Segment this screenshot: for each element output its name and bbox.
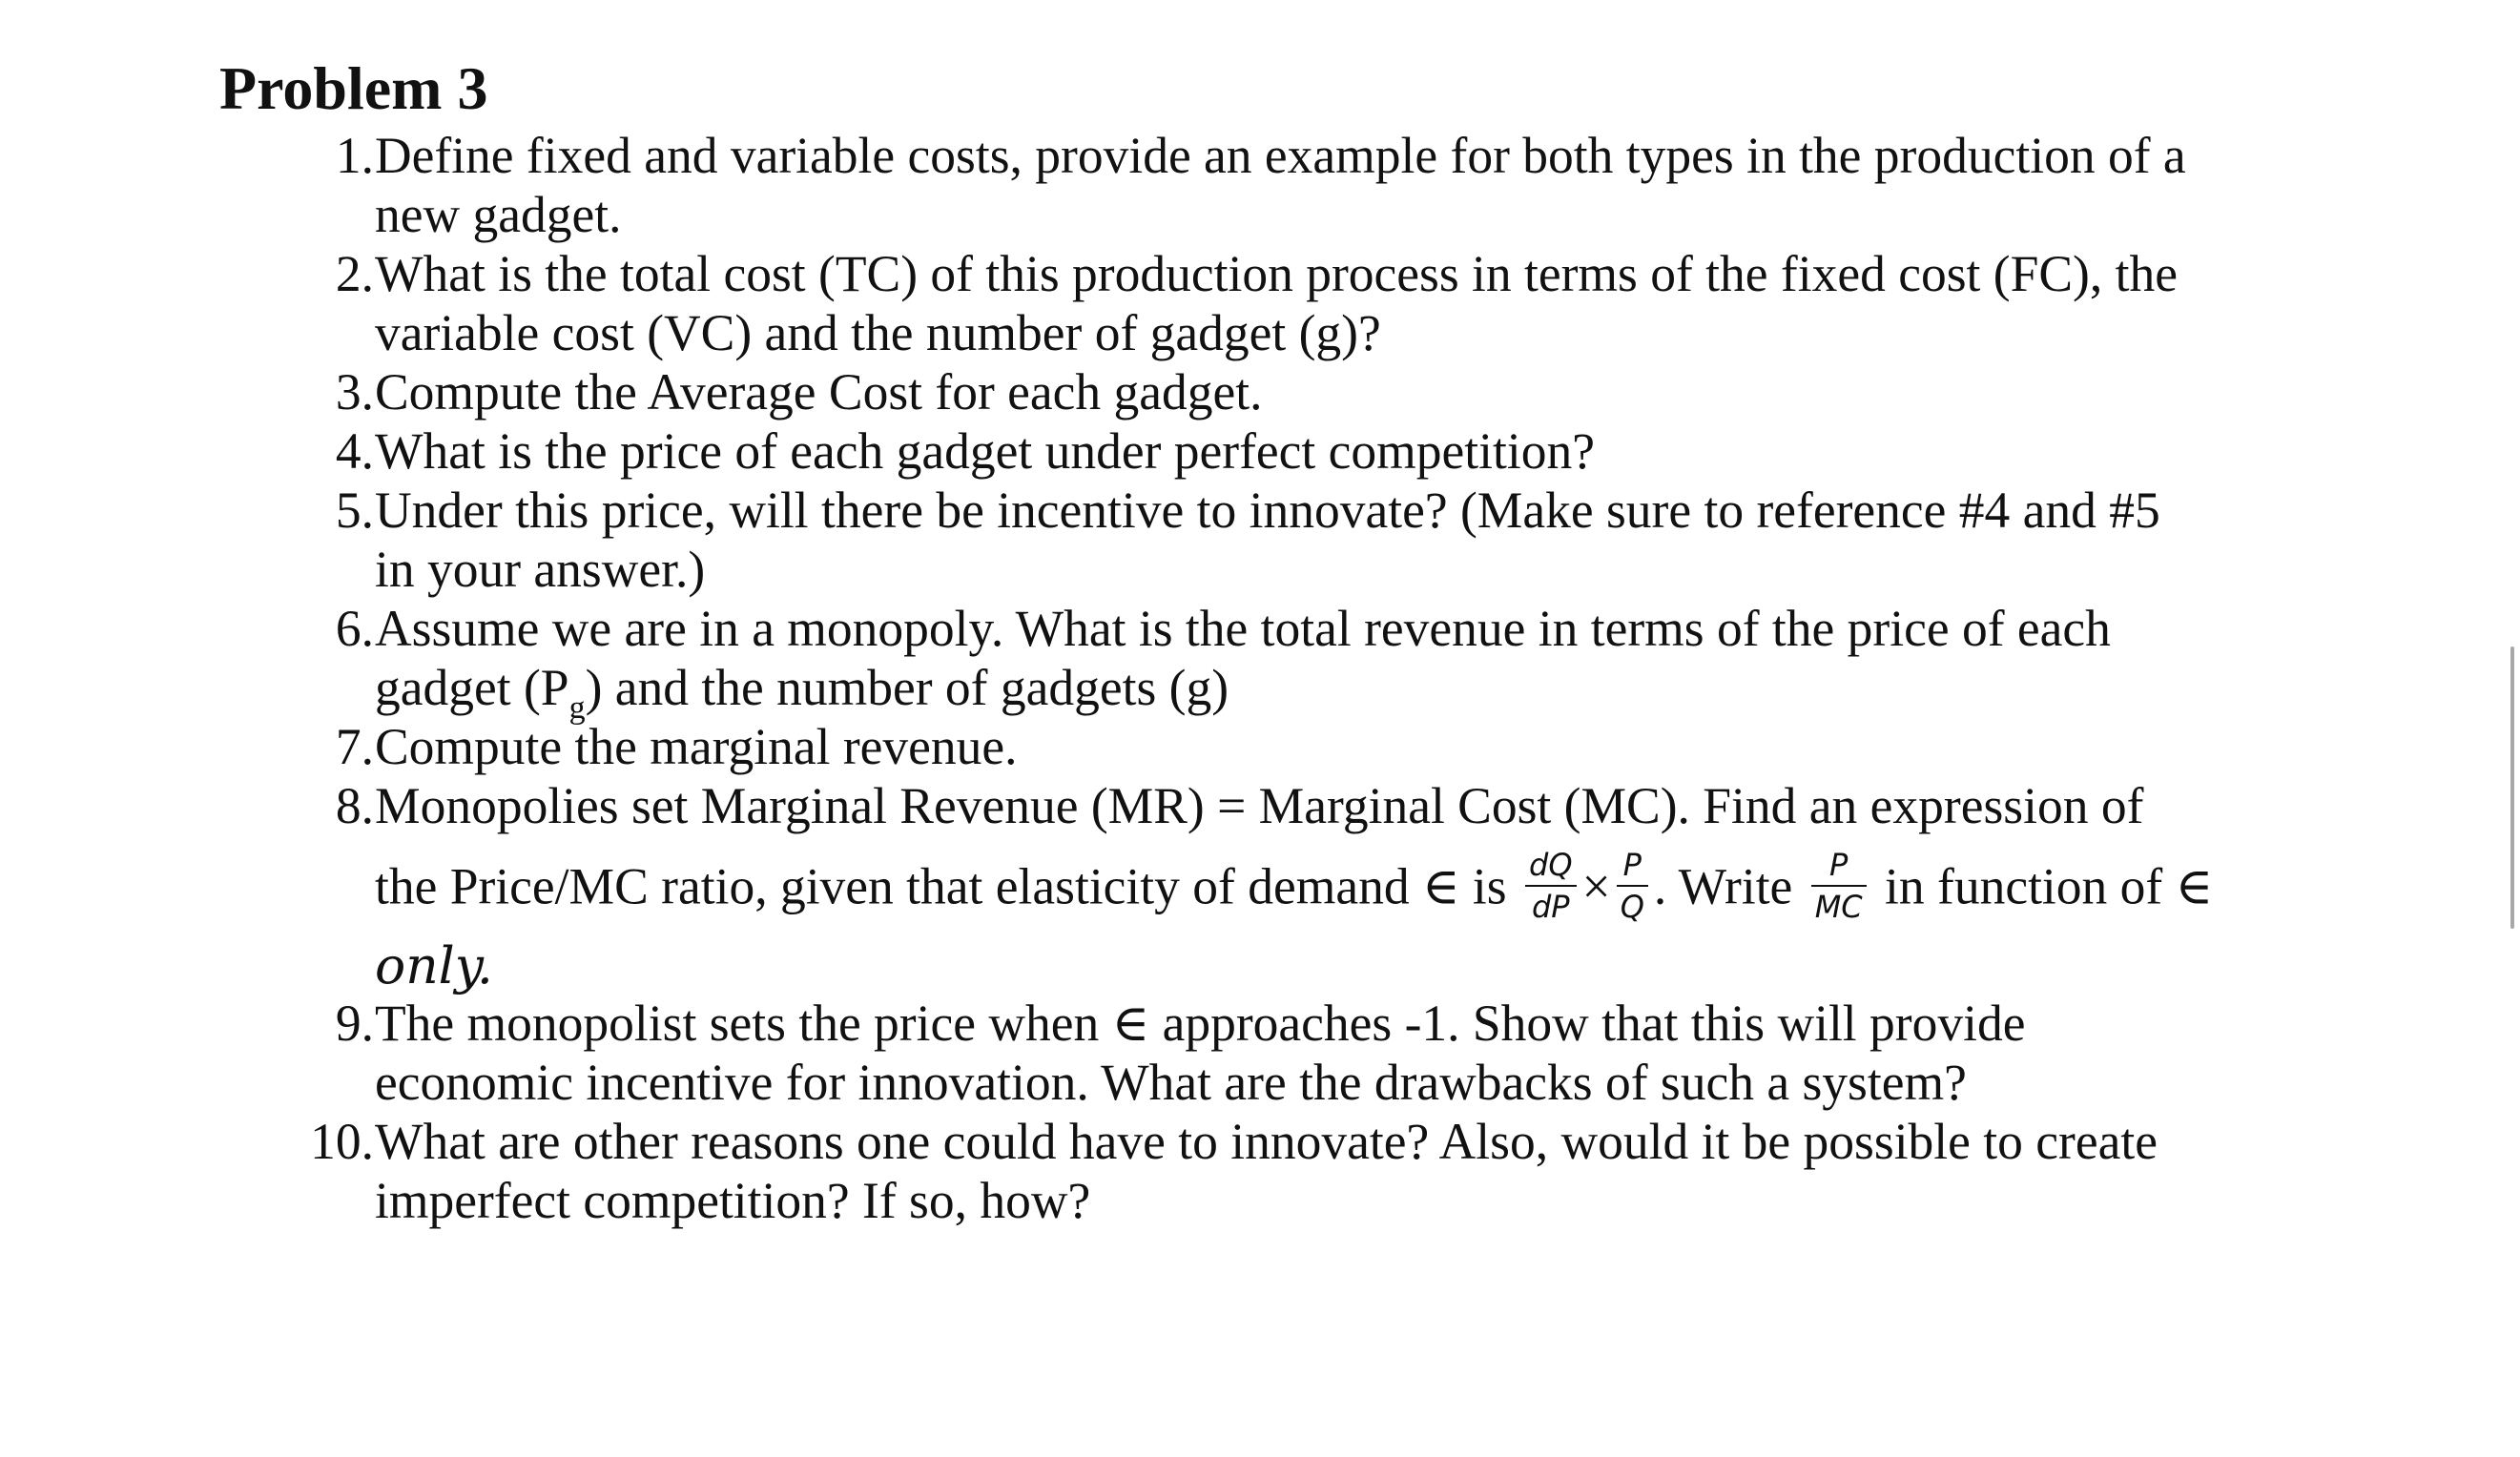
- item-number: 7.: [335, 718, 374, 775]
- fraction-denominator: Q: [1620, 889, 1644, 925]
- item-number: 9.: [335, 995, 374, 1052]
- fraction-p-mc: [1811, 847, 1867, 925]
- item-line: What is the total cost (TC) of this production process in terms of the fixed cost (FC), the: [375, 245, 2178, 302]
- item-line: new gadget.: [375, 186, 622, 243]
- item-line: Compute the marginal revenue.: [375, 718, 1018, 775]
- text-segment: in function of ∈: [1885, 857, 2214, 915]
- item-number: 1.: [335, 127, 374, 184]
- item-number: 10.: [310, 1113, 374, 1170]
- fraction-numerator: P: [1811, 847, 1867, 887]
- list-item-5: [286, 481, 2289, 599]
- text-segment: gadget (P: [375, 659, 569, 716]
- list-item-9: [286, 994, 2289, 1112]
- subscript: g: [568, 690, 586, 726]
- item-number: 2.: [335, 245, 374, 302]
- item-line: economic incentive for innovation. What are the drawbacks of such a system?: [375, 1054, 1967, 1111]
- list-item-4: [286, 421, 2289, 481]
- fraction-denominator: dP: [1531, 889, 1570, 925]
- item-line: imperfect competition? If so, how?: [375, 1172, 1091, 1229]
- problem-title: Problem 3: [219, 54, 488, 122]
- item-line: The monopolist sets the price when ∈ approaches -1. Show that this will provide: [375, 995, 2026, 1052]
- item-line: Assume we are in a monopoly. What is the total revenue in terms of the price of each: [375, 600, 2111, 657]
- item-number: 3.: [335, 363, 374, 421]
- item-line: in your answer.): [375, 541, 706, 598]
- text-segment: the Price/MC ratio, given that elasticity of demand ∈ is: [375, 857, 1507, 915]
- item-number: 5.: [335, 482, 374, 539]
- item-line: What is the price of each gadget under perfect competition?: [375, 422, 1595, 480]
- list-item-3: [286, 362, 2289, 421]
- text-segment: . Write: [1653, 857, 1793, 915]
- item-line: Under this price, will there be incentive to innovate? (Make sure to reference #4 and #5: [375, 482, 2160, 539]
- item-number: 8.: [335, 777, 374, 834]
- item-line-with-math: [375, 847, 2289, 931]
- item-line: [375, 658, 2289, 725]
- item-line: variable cost (VC) and the number of gadget (g)?: [375, 304, 1381, 361]
- list-item-2: [286, 244, 2289, 362]
- item-number: 6.: [335, 600, 374, 657]
- list-item-1: [286, 126, 2289, 244]
- fraction-dq-dp: [1525, 847, 1577, 925]
- item-line: Monopolies set Marginal Revenue (MR) = Marginal Cost (MC). Find an expression of: [375, 777, 2144, 834]
- fraction-numerator: P: [1617, 847, 1648, 887]
- times-symbol: ×: [1581, 857, 1611, 915]
- list-item-8: [286, 776, 2289, 995]
- list-item-6: [286, 599, 2289, 725]
- list-item-10: [286, 1112, 2289, 1230]
- fraction-denominator: MC: [1814, 889, 1863, 925]
- item-line: Compute the Average Cost for each gadget.: [375, 363, 1263, 421]
- vertical-scrollbar[interactable]: [2510, 646, 2514, 929]
- text-segment: ) and the number of gadgets (g): [585, 659, 1229, 716]
- list-item-7: [286, 717, 2289, 776]
- item-line: only.: [375, 935, 493, 995]
- fraction-p-q: [1617, 847, 1648, 925]
- item-line: What are other reasons one could have to innovate? Also, would it be possible to create: [375, 1113, 2158, 1170]
- item-line: Define fixed and variable costs, provide an example for both types in the production of a: [375, 127, 2186, 184]
- fraction-numerator: dQ: [1525, 847, 1577, 887]
- item-number: 4.: [335, 422, 374, 480]
